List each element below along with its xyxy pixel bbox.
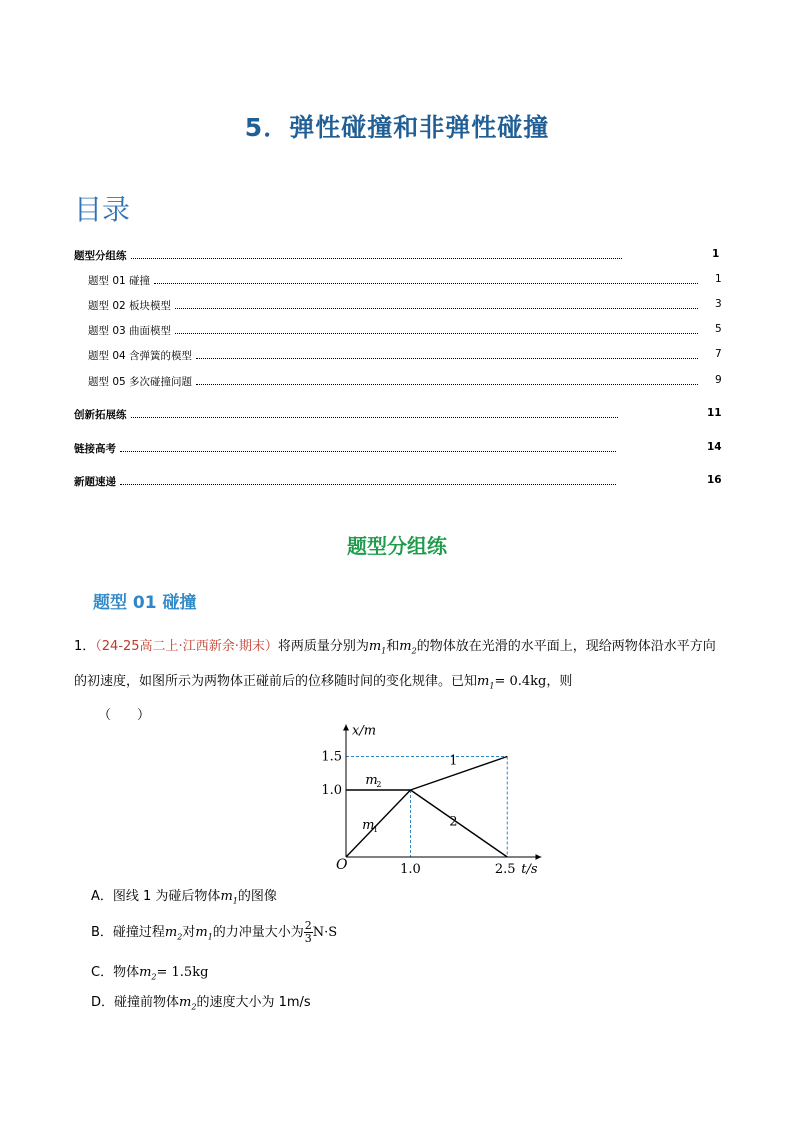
option-text: A．图线 1 为碰后物体 — [91, 889, 221, 904]
toc-page-number: 5 — [715, 323, 722, 335]
option-b[interactable] — [91, 920, 337, 945]
var-m2: $m_2$ — [139, 965, 157, 982]
series-label-m2: m — [365, 773, 378, 788]
subsection-title: 题型 01 碰撞 — [93, 593, 197, 613]
toc-entry[interactable] — [88, 298, 702, 312]
option-text: D．碰撞前物体 — [91, 995, 180, 1010]
series-label-1: 1 — [449, 753, 458, 769]
question-text-part: ，则 — [546, 673, 573, 689]
toc-entry-label: 题型 03 曲面模型 — [88, 325, 172, 337]
toc-entry[interactable] — [88, 348, 702, 362]
xt-graph — [310, 712, 538, 882]
x-tick-label: 1.0 — [400, 862, 421, 877]
toc-page-number: 11 — [707, 407, 722, 419]
toc-entry-label: 新题速递 — [74, 476, 116, 488]
toc-entry[interactable] — [74, 248, 626, 262]
toc-leader — [175, 300, 698, 309]
var-m2: $m_2$ — [399, 639, 417, 656]
toc-leader — [131, 409, 619, 418]
question-source: （24-25高二上·江西新余·期末） — [95, 639, 278, 654]
option-a[interactable] — [91, 885, 277, 906]
var-m2: $m_2$ — [164, 925, 183, 942]
var-m1: $m_1$ — [220, 889, 238, 906]
fraction: $\frac{2}{3}$ — [304, 919, 312, 945]
given-value: = 0.4kg — [494, 673, 547, 689]
series-label-2: 2 — [449, 814, 458, 830]
option-text: 的速度大小为 1m/s — [196, 995, 311, 1010]
toc-leader — [196, 350, 698, 359]
series-line-1 — [411, 757, 508, 791]
toc-entry-label: 题型 02 板块模型 — [88, 300, 172, 312]
option-text: C．物体 — [91, 965, 140, 980]
series-label-m2-sub: 2 — [376, 780, 382, 789]
unit-label: N·S — [312, 925, 338, 940]
toc-entry-label: 题型分组练 — [74, 250, 127, 262]
toc-page-number: 9 — [715, 374, 722, 386]
toc-leader — [175, 325, 698, 334]
toc-leader — [196, 376, 698, 385]
document-title: 5．弹性碰撞和非弹性碰撞 — [244, 113, 550, 142]
toc-entry[interactable] — [74, 407, 622, 421]
series-label-m1: m — [362, 817, 375, 833]
toc-entry-label: 创新拓展练 — [74, 409, 127, 421]
toc-entry-label: 链接高考 — [74, 443, 116, 455]
y-tick-label: 1.5 — [321, 749, 342, 765]
toc-page-number: 16 — [707, 474, 722, 486]
toc-page-number: 3 — [715, 298, 722, 310]
y-tick-label: 1.0 — [321, 783, 342, 798]
toc-leader — [120, 476, 616, 485]
toc-page-number: 1 — [715, 273, 722, 285]
toc-entry[interactable] — [88, 323, 702, 337]
toc-entry[interactable] — [88, 273, 702, 287]
toc-page-number: 1 — [712, 248, 720, 260]
y-axis-label: x/m — [352, 723, 377, 739]
toc-entry[interactable] — [88, 374, 702, 388]
option-text: 对 — [182, 925, 196, 940]
toc-page-number: 7 — [715, 348, 722, 360]
x-axis-label: t/s — [521, 862, 538, 877]
toc-entry-label: 题型 05 多次碰撞问题 — [88, 376, 193, 388]
question-text-part: 和 — [386, 639, 400, 654]
option-text: 的力冲量大小为 — [212, 925, 304, 940]
option-d[interactable] — [91, 991, 311, 1012]
toc-leader — [131, 250, 623, 259]
toc-entry-label: 题型 04 含弹簧的模型 — [88, 350, 193, 362]
question-number: 1． — [74, 639, 96, 654]
section-title: 题型分组练 — [347, 534, 447, 558]
var-m1: $m_1$ — [368, 639, 387, 656]
toc-entry[interactable] — [74, 474, 620, 488]
origin-label: O — [336, 857, 348, 873]
option-text: B．碰撞过程 — [91, 925, 165, 940]
option-text: = 1.5kg — [156, 965, 209, 980]
series-line-m1 — [346, 790, 411, 857]
option-text: 的图像 — [237, 889, 277, 904]
toc-entry-label: 题型 01 碰撞 — [88, 275, 151, 287]
var-m1: $m_1$ — [477, 673, 495, 691]
toc-entry[interactable] — [74, 441, 620, 455]
toc-page-number: 14 — [707, 441, 722, 453]
question-text-part: 的物体放在光滑的水平面上，现给两物体沿水平方向的初速度，如图所示为两物体正碰前后的位移随时间的变化规律。已知 — [74, 639, 716, 689]
var-m2: $m_2$ — [179, 995, 197, 1012]
toc-leader — [154, 275, 698, 284]
x-tick-label: 2.5 — [494, 862, 516, 877]
question-text-part: 将两质量分别为 — [277, 639, 369, 654]
answer-blank: （ ） — [98, 708, 151, 724]
option-c[interactable] — [91, 961, 208, 982]
series-line-2 — [411, 790, 508, 857]
toc-heading: 目录 — [74, 193, 131, 226]
toc-leader — [120, 443, 616, 452]
series-label-m1-sub: 1 — [373, 824, 379, 834]
var-m1: $m_1$ — [195, 925, 213, 942]
